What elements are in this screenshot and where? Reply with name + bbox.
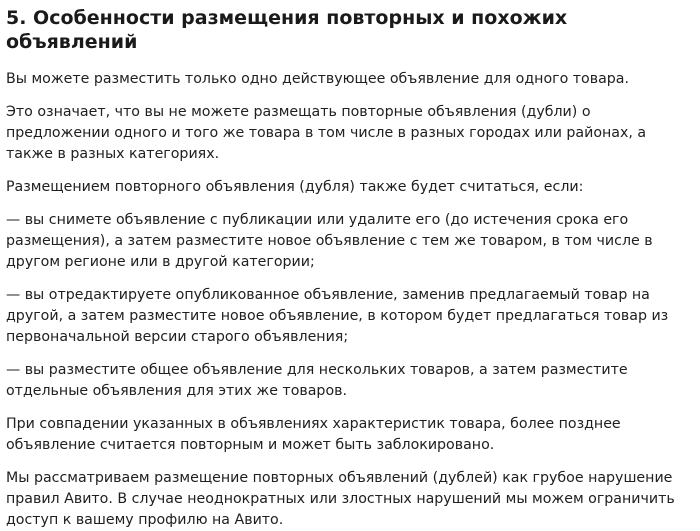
paragraph-condition-relist: — вы снимете объявление с публикации или удалите его (до истечения срока его размещения), а затем разместите новое объявление с тем же товаром, в том числе в другом регионе или в другой категории; bbox=[6, 212, 653, 270]
paragraph-single-listing-rule: Вы можете разместить только одно действующее объявление для одного товара. bbox=[6, 71, 629, 87]
paragraph-condition-edit-replace: — вы отредактируете опубликованное объявление, заменив предлагаемый товар на другой, а затем разместите новое объявление, в котором будет предлагаться товар из первоначальной версии старого объявления; bbox=[6, 287, 669, 345]
section-title: 5. Особенности размещения повторных и похожих объявлений bbox=[6, 7, 568, 53]
paragraph-duplicates-explanation: Это означает, что вы не можете размещать повторные объявления (дубли) о предложении одного и того же товара в том числе в разных городах или районах, а также в разных категориях. bbox=[6, 104, 647, 162]
paragraph-duplicate-conditions-intro: Размещением повторного объявления (дубля) также будет считаться, если: bbox=[6, 179, 584, 195]
paragraph-violation-warning: Мы рассматриваем размещение повторных объявлений (дублей) как грубое нарушение правил Авито. В случае неоднократных или злостных нарушений мы можем ограничить доступ к вашему профилю на Авито. bbox=[6, 470, 675, 528]
paragraph-later-listing-blocked: При совпадении указанных в объявлениях характеристик товара, более позднее объявление считается повторным и может быть заблокировано. bbox=[6, 416, 621, 453]
paragraph-condition-bundle-split: — вы разместите общее объявление для нескольких товаров, а затем разместите отдельные объявления для этих же товаров. bbox=[6, 362, 628, 399]
